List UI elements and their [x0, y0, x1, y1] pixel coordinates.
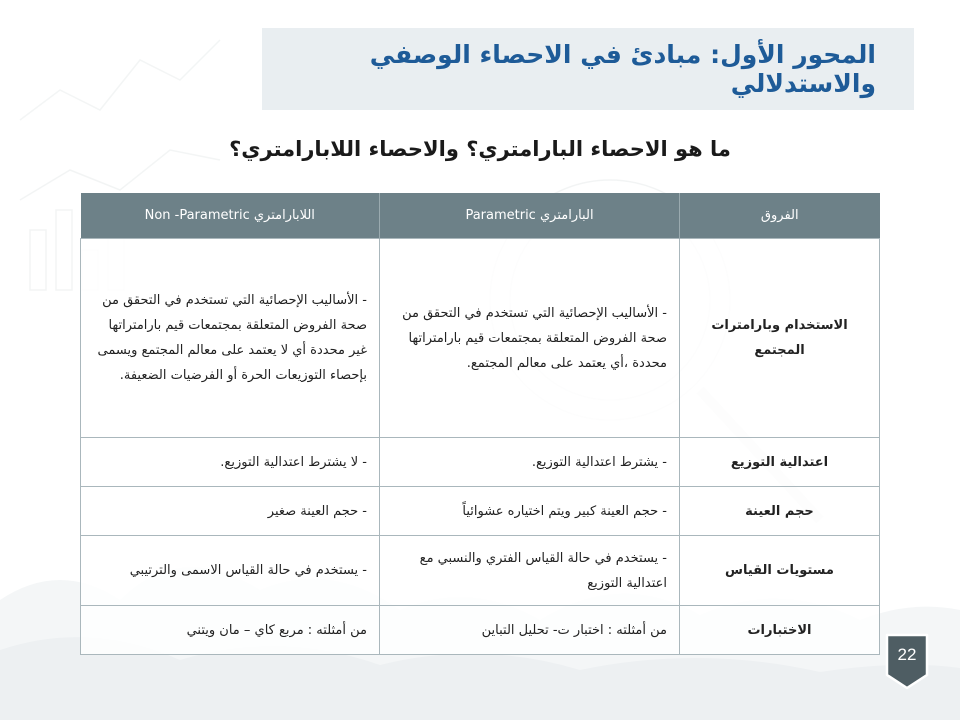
- header-feature: الفروق: [680, 193, 880, 239]
- row-parametric: - يستخدم في حالة القياس الفتري والنسبي مع اعتدالية التوزيع: [380, 536, 680, 606]
- table-row: [81, 239, 880, 438]
- row-feature: الاستخدام وبارامترات المجتمع: [680, 239, 880, 438]
- page-number: 22: [897, 645, 917, 664]
- row-feature: مستويات القياس: [680, 536, 880, 606]
- title-bar: [262, 28, 914, 110]
- table-header-row: [81, 193, 880, 239]
- row-nonparametric: - لا يشترط اعتدالية التوزيع.: [81, 438, 380, 487]
- table-row: [81, 606, 880, 655]
- row-nonparametric: - الأساليب الإحصائية التي تستخدم في التحقق من صحة الفروض المتعلقة بمجتمعات قيم بارامتراتها غير محددة أي لا يعتمد على معالم المجتمع ويسمى بإحصاء التوزيعات الحرة أو الفرضيات الضعيفة.: [81, 239, 380, 438]
- row-parametric: - يشترط اعتدالية التوزيع.: [380, 438, 680, 487]
- header-nonparametric: اللابارامتري Non -Parametric: [81, 193, 380, 239]
- row-nonparametric: - حجم العينة صغير: [81, 487, 380, 536]
- row-parametric: من أمثلته : اختبار ت- تحليل التباين: [380, 606, 680, 655]
- comparison-table: [80, 193, 880, 655]
- table-row: [81, 438, 880, 487]
- table-row: [81, 536, 880, 606]
- row-parametric: - الأساليب الإحصائية التي تستخدم في التحقق من صحة الفروض المتعلقة بمجتمعات قيم بارامتراتها محددة ،أي يعتمد على معالم المجتمع.: [380, 239, 680, 438]
- slide-title: المحور الأول: مبادئ في الاحصاء الوصفي والاستدلالي: [369, 40, 876, 98]
- table-row: [81, 487, 880, 536]
- header-parametric: البارامتري Parametric: [380, 193, 680, 239]
- row-nonparametric: - يستخدم في حالة القياس الاسمى والترتيبي: [81, 536, 380, 606]
- row-feature: الاختبارات: [680, 606, 880, 655]
- row-parametric: - حجم العينة كبير ويتم اختياره عشوائياً: [380, 487, 680, 536]
- row-feature: اعتدالية التوزيع: [680, 438, 880, 487]
- row-feature: حجم العينة: [680, 487, 880, 536]
- slide-subtitle: ما هو الاحصاء البارامتري؟ والاحصاء اللابارامتري؟: [229, 137, 731, 161]
- row-nonparametric: من أمثلته : مربع كاي – مان ويتني: [81, 606, 380, 655]
